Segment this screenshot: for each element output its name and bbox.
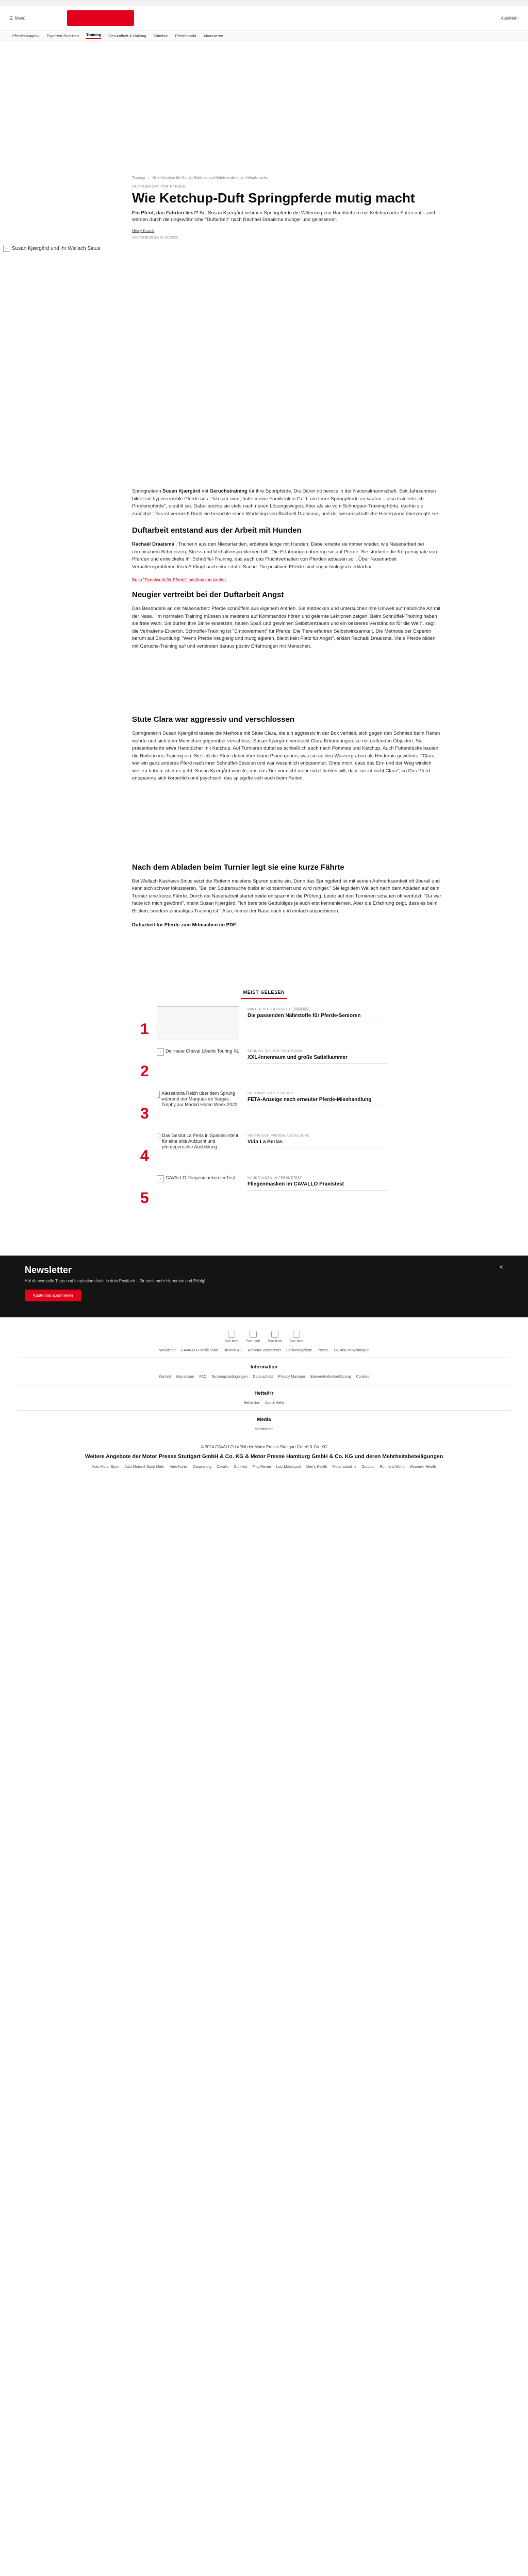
network-link[interactable]: Flug Revue: [252, 1465, 271, 1469]
nav-item[interactable]: Pferdemarkt: [175, 33, 196, 38]
text: für ihre Sportpferde. Die Dänin ritt bereits in der Nationalmannschaft. Seit Jahrzehnten bildet sie hypersensible Pferde aus. "Ich sah zwar, hatte meine Familienlein Geld, um teure Springpferde zu kaufen – also trainierte ich Problempferde", erzählt sie. Dabei suchte sie stets nach neuen Lösungswegen. Aber als sie vom Schnupper-Training hörte, dachte sie zunächst: Das ist verrückt! Doch sie besuchte einen Workshop von Rachaël Draaisma, und der wissenschaftliche Hintergrund überzeugte sie.: [132, 488, 439, 517]
bold-text: Rachaël Draaisma: [132, 541, 174, 547]
text: Springreiterin: [132, 488, 163, 494]
ad-slot-top: [0, 41, 528, 170]
nav-item[interactable]: Abonnieren: [203, 33, 223, 38]
teaser-headline[interactable]: Fliegenmasken im CAVALLO Praxistest: [248, 1181, 344, 1187]
bold-text: Geruchstraining: [209, 488, 248, 494]
menu-button[interactable]: [9, 16, 25, 21]
footer-heading: Information: [250, 1364, 278, 1370]
most-read-title: MEIST GELESEN: [243, 990, 285, 995]
section-heading: Neugier vertreibt bei der Duftarbeit Angst: [132, 590, 284, 599]
nav-item[interactable]: Pferdeshopping: [12, 33, 40, 38]
text: , Trainerin aus den Niederlanden, arbeitete lange mit Hunden. Dabei erlebte sie immer wieder, wie Nasenarbeit bei chronischem Schmerzen, Stress und Verhaltensproblemen hilft. Die Erfahrungen übertrug sie auf Pferde. Sie studierte die Körpersignale von Pferden und entwickelte ihr Schnüffel-Training, das auch das Fluchtverhalten von Pferden abbauen soll. Über Nasenarbeit Verhaltensprobleme lösen? Klingt nach einer dufte Sache. Die positiven Effekte sind sogar biologisch erklärbar.: [132, 541, 437, 570]
social-link[interactable]: [223, 1331, 240, 1344]
nav-item[interactable]: Gesundheit & Haltung: [108, 33, 146, 38]
text: mit: [200, 488, 210, 494]
teaser-text: [244, 1006, 388, 1022]
social-icon: [228, 1331, 235, 1338]
footer-link[interactable]: Datenschutz: [253, 1375, 273, 1379]
hamburger-icon: ☰: [9, 16, 13, 21]
footer-link[interactable]: Newsletter: [158, 1349, 176, 1352]
social-label: Soc Icon: [246, 1340, 260, 1343]
most-read-item[interactable]: [140, 1091, 388, 1133]
teaser-kicker: SCHNELL ZU - FÜL TACK ROOM: [248, 1049, 303, 1053]
teaser-headline[interactable]: Vida La Perlas: [248, 1139, 283, 1145]
newsletter-subscribe-button[interactable]: Kostenlos abonnieren: [25, 1290, 81, 1301]
network-link[interactable]: Men's Health: [306, 1465, 327, 1469]
newsletter-banner: [0, 1256, 528, 1317]
footer-link[interactable]: FAQ: [199, 1375, 207, 1379]
paragraph: [132, 488, 441, 518]
footer-link[interactable]: Cookies: [356, 1375, 369, 1379]
close-icon[interactable]: ×: [499, 1263, 503, 1271]
amazon-buy-link[interactable]: Buch "Scentwork für Pferde" bei Amazon kaufen.: [132, 577, 227, 582]
broken-image-icon: ▫: [157, 1133, 160, 1140]
social-label: Soc Icon: [268, 1340, 282, 1343]
image-placeholder: [157, 1006, 239, 1040]
teaser-kicker: BESTIMMT UNTER DRUCK: [248, 1092, 293, 1095]
social-label: Soc Icon: [289, 1340, 304, 1343]
pdf-embed-area: [132, 928, 441, 990]
footer-link[interactable]: Mediadaten: [254, 1428, 274, 1431]
footer-divider: [16, 1410, 512, 1411]
paragraph: [132, 541, 441, 571]
footer-link[interactable]: Ov. Abo Verwaltungen: [334, 1349, 370, 1352]
newsletter-text: Hol dir wertvolle Tipps und Inspiration direkt in dein Postfach – für noch mehr Harmonie und Erfolg!: [25, 1279, 205, 1283]
article-header: [132, 176, 441, 240]
hero-image: [0, 245, 528, 482]
hero-image-alt: [3, 245, 100, 252]
footer-help-links: [0, 1401, 528, 1405]
broken-image-icon: ▫: [157, 1048, 164, 1056]
network-link[interactable]: Auto Motor Sport: [92, 1465, 120, 1469]
teaser-image[interactable]: [157, 1091, 239, 1125]
footer-link[interactable]: Nutzungsbedingungen: [211, 1375, 248, 1379]
teaser-kicker: [248, 1007, 388, 1011]
footer-link[interactable]: Presse: [317, 1349, 329, 1352]
teaser-image[interactable]: [157, 1048, 239, 1082]
teaser-text: [244, 1091, 388, 1106]
rank-number: 1: [140, 1021, 149, 1038]
publish-date: Veröffentlicht am 07.02.2023: [132, 236, 178, 240]
section-heading: Duftarbeit entstand aus der Arbeit mit Hunden: [132, 526, 302, 535]
image-alt: [157, 1133, 239, 1150]
nav-item[interactable]: Experten-Rubriken: [46, 33, 79, 38]
breadcrumb-item[interactable]: Hilfe-Anheben für Mordet-Gelände und Kehrtwende in der Ablaufstrecke: [152, 176, 268, 180]
teaser-kicker: HANDFANGEN IM PFERDETEST: [248, 1176, 303, 1180]
network-link[interactable]: Motorradonline: [332, 1465, 357, 1469]
nav-item[interactable]: Zubehör: [153, 33, 168, 38]
paragraph: Das Besondere an der Nasenarbeit: Pferde schnüffeln aus eigenem Antrieb. Sie entdecken und untersuchen ihre Umwelt auf natürliche Art mit der Nase. "Im normalen Training müssen sie meistens auf Kommandos hören und gelernte Lektionen zeigen. Beim Schnüffel-Training haben sie freie Wahl. Sie dürfen ihre Sinne einsetzen, haben Spaß und gewinnen Selbstvertrauen und ein besseres Verständnis für die Welt", sagt die Verhaltens-Expertin. Schnüffel-Training ist "Empowerment" für Pferde. Die Tiere erfahren Selbstwirksamkeit. Die Methode der Expertin beruht auf Erkundung: "Wenn Pferde neugierig und mutig agieren, bleibt kein Platz für Angst", erklärt Rachaël Draaisma. Viele Pferde bilden mit Geruchs-Training auf und verbinden daraus positiv Erfahrungen mit Menschen.: [132, 606, 441, 649]
author-link[interactable]: Hilary Krumb: [132, 228, 155, 233]
most-read-section: [140, 990, 388, 1217]
social-link[interactable]: [244, 1331, 262, 1344]
footer-link[interactable]: Abo & Hefte: [265, 1401, 285, 1405]
pdf-download-heading: Duftarbeit für Pferde zum Mitmachen im PDF:: [132, 922, 238, 928]
network-link[interactable]: Aero Kurier: [169, 1465, 188, 1469]
footer-link[interactable]: CAVALLO Familienabo: [180, 1349, 218, 1352]
footer-link[interactable]: Heftarchiv: [243, 1401, 260, 1405]
teaser-headline[interactable]: XXL-Innenraum und große Sattelkammer: [248, 1055, 348, 1060]
divider: [248, 1063, 388, 1064]
footer-heading: Hefte/Hr: [254, 1391, 274, 1396]
teaser-text: [244, 1048, 388, 1064]
publisher-heading: Weitere Angebote der Motor Presse Stuttgart GmbH & Co. KG & Motor Presse Hamburg GmbH & Co. KG und deren Mehrheitsbeteiligungen: [85, 1453, 443, 1460]
footer-link[interactable]: Privacy Manager: [278, 1375, 305, 1379]
network-link[interactable]: Outdoor: [361, 1465, 375, 1469]
most-read-item[interactable]: [140, 1133, 388, 1175]
copyright: © 2024 CAVALLO ist Teil der Motor Presse Stuttgart GmbH & Co. KG: [201, 1445, 327, 1449]
teaser-image[interactable]: [157, 1006, 239, 1040]
alt-text: Alessandra Reich über dem Sprung während der Marques de Vargas Trophy zur Madrid Horse Week 2022: [161, 1091, 238, 1107]
social-link[interactable]: [266, 1331, 284, 1344]
network-link[interactable]: Connect: [234, 1465, 248, 1469]
breadcrumb-item[interactable]: Training: [132, 176, 145, 180]
teaser-image[interactable]: [157, 1133, 239, 1167]
broken-image-icon: ▫: [157, 1091, 160, 1098]
network-link[interactable]: Caravaning: [193, 1465, 212, 1469]
rank-number: 2: [140, 1063, 149, 1080]
network-link[interactable]: Lutz Motorsport: [276, 1465, 301, 1469]
newsletter-title: Newsletter: [25, 1265, 72, 1275]
section-heading: Stute Clara war aggressiv und verschlossen: [132, 715, 295, 724]
social-icon: [271, 1331, 278, 1338]
ad-slot-inline: [132, 650, 441, 707]
hero-alt-text: Susan Kjærgård und ihr Wallach Sirius: [12, 245, 101, 251]
footer-link[interactable]: Anbieter-Verzeichnis: [248, 1349, 281, 1352]
paragraph: Bei Wallach Kashaws Sirius setzt die Reiterin meistens Spuren suche ein. Denn das Springpferd ist mit seinen Aufmerksamkeit oft überall und kann sich schwer fokussieren. "Bei der Spurensuche bleibt er konzentriert und wird ruhiger." Sie legt dem Wallach nach dem Abladen auf dem Turnier eine kurze Fährte. Durch die Nasenarbeit startet beide entspannt in die Prüfung. Leute auf den Turnieren schauen oft verdutzt. "Da war habe ich mich gewöhnt", meint Susan Kjærgård. "Ich bereitete Geduldiges ja auch erst kennenlernen. Aber die Erfahrung zeigt, dass es beim Blicken, sondern einmaliges Training ist." Also, immer der Nase nach und einfach ausprobieren.: [132, 878, 441, 914]
teaser-text: [244, 1175, 388, 1191]
paragraph: Springreiterin Susan Kjærgård testete die Methode mit Stute Clara, die ein aggressiv in der Box verhielt, sich gegen den Schmied beim Reiten wehrte und sich dem Menschen gegenüber verschloss. Susan Kjærgård versteckt Clara Erkundungsreize mit duftenden Objekten. Sie präsentierte ihr etwa Handtücher mit Ketchup. Auf Turnieren duftet es schließlich auch nach Pommes und Ketchup. Auch Futterstücke bauten die Reiterin ins Training ein. Sie ließ die Stute dabei über blaue Plane gehen, was sie an den Wassergraben als Hindernis gewöhnte. "Clara war ein ganz anderes Pferd nach ihrer Schnüffel-Session und war wesentlich entspannter. Ohne mich, dass das Ein- und der Weg wirklich weit zu haben, aber es geht. Susan Kjærgård wusste, das das Tier vor nicht mehr sich flüchten will, dass sie ist nicht Clara", so Das Pferd entspannte sich körperlich und psychisch, das spiegelte sich auch beim Reiten.: [132, 731, 440, 781]
broken-image-icon: ▫: [3, 245, 10, 252]
footer-heading: Media: [257, 1417, 271, 1422]
alt-text: Das Gestüt La Perla in Spanien steht für eine tolle Aufzucht und pferdegerechte Ausbildung.: [161, 1133, 239, 1149]
alt-text: CAVALLO Fliegenmasken im Test: [166, 1175, 235, 1180]
social-label: Soc Icon: [224, 1340, 239, 1343]
image-alt: [157, 1048, 239, 1056]
social-links: [0, 1331, 528, 1344]
teaser-image[interactable]: [157, 1175, 239, 1209]
divider: [248, 1190, 388, 1191]
site-header: [0, 6, 528, 31]
rank-number: 4: [140, 1147, 149, 1164]
most-read-item[interactable]: [140, 1048, 388, 1091]
social-icon: [293, 1331, 300, 1338]
lead-text: Bei Susan Kjærgård nehmen Springpferde die Witterung von Handtüchern mit Ketchup oder Futter auf – und werden durch die ungewöhnliche "Duftarbeit" nach Rachaël Draaisma mutiger und gelassener.: [132, 210, 435, 223]
social-icon: [250, 1331, 257, 1338]
lead-bold: Ein Pferd, das Fährten liest?: [132, 210, 199, 216]
social-link[interactable]: [288, 1331, 305, 1344]
footer-media-links: [0, 1428, 528, 1431]
most-read-item[interactable]: [140, 1175, 388, 1217]
ad-slot-inline: [132, 783, 441, 855]
alt-text: Der neue Cheval Liberté Touring XL: [166, 1048, 239, 1054]
footer-link[interactable]: Barrierefreiheitserklärung: [310, 1375, 351, 1379]
rank-number: 3: [140, 1105, 149, 1122]
article-title: Wie Ketchup-Duft Springpferde mutig macht: [132, 190, 415, 206]
breadcrumb: [132, 176, 441, 180]
article-lead: [132, 210, 441, 223]
image-alt: [157, 1091, 239, 1108]
network-link[interactable]: Cavallo: [217, 1465, 229, 1469]
site-logo[interactable]: [67, 10, 134, 26]
image-alt: [157, 1175, 239, 1182]
title-underline: [241, 998, 287, 999]
network-links: [16, 1465, 512, 1469]
rank-number: 5: [140, 1190, 149, 1207]
kicker-text: WINTER GUT GERÜSTET: [248, 1007, 291, 1011]
article-kicker: DUFTABRICHT FÜR PFERDE: [132, 185, 186, 189]
ad-badge: ANZEIGE: [293, 1007, 310, 1011]
abo-link[interactable]: Abo/Mehr: [501, 16, 519, 21]
network-link[interactable]: Auto Motor & Sport Mehr: [124, 1465, 164, 1469]
teaser-kicker: VERTRAUEN PFERDE-AUSBILDUNG: [248, 1134, 310, 1138]
nav-item-active[interactable]: Training: [86, 32, 101, 39]
footer-link[interactable]: Kontakt: [159, 1375, 171, 1379]
broken-image-icon: ▫: [157, 1175, 164, 1182]
teaser-headline[interactable]: FETA-Anzeige nach erneuter Pferde-Misshandlung: [248, 1097, 372, 1103]
footer-top-links: [0, 1349, 528, 1352]
main-navigation: [0, 31, 528, 41]
site-footer: [0, 1317, 528, 1469]
most-read-item[interactable]: [140, 1006, 388, 1048]
top-utility-bar: [0, 0, 528, 6]
footer-link[interactable]: Stellenangebote: [286, 1349, 312, 1352]
network-link[interactable]: Runner's World: [380, 1465, 405, 1469]
footer-info-links: [0, 1375, 528, 1379]
section-heading: Nach dem Abladen beim Turnier legt sie eine kurze Fährte: [132, 862, 344, 872]
article-body: [132, 488, 441, 990]
menu-label: Menü: [15, 16, 26, 21]
teaser-headline[interactable]: Die passenden Nährstoffe für Pferde-Senioren: [248, 1013, 361, 1019]
teaser-text: [244, 1133, 388, 1148]
network-link[interactable]: Women's Health: [409, 1465, 436, 1469]
footer-link[interactable]: Themen A-Z: [223, 1349, 243, 1352]
breadcrumb-separator: ›: [148, 176, 150, 180]
footer-link[interactable]: Impressum: [176, 1375, 194, 1379]
bold-text: Susan Kjærgård: [162, 488, 201, 494]
